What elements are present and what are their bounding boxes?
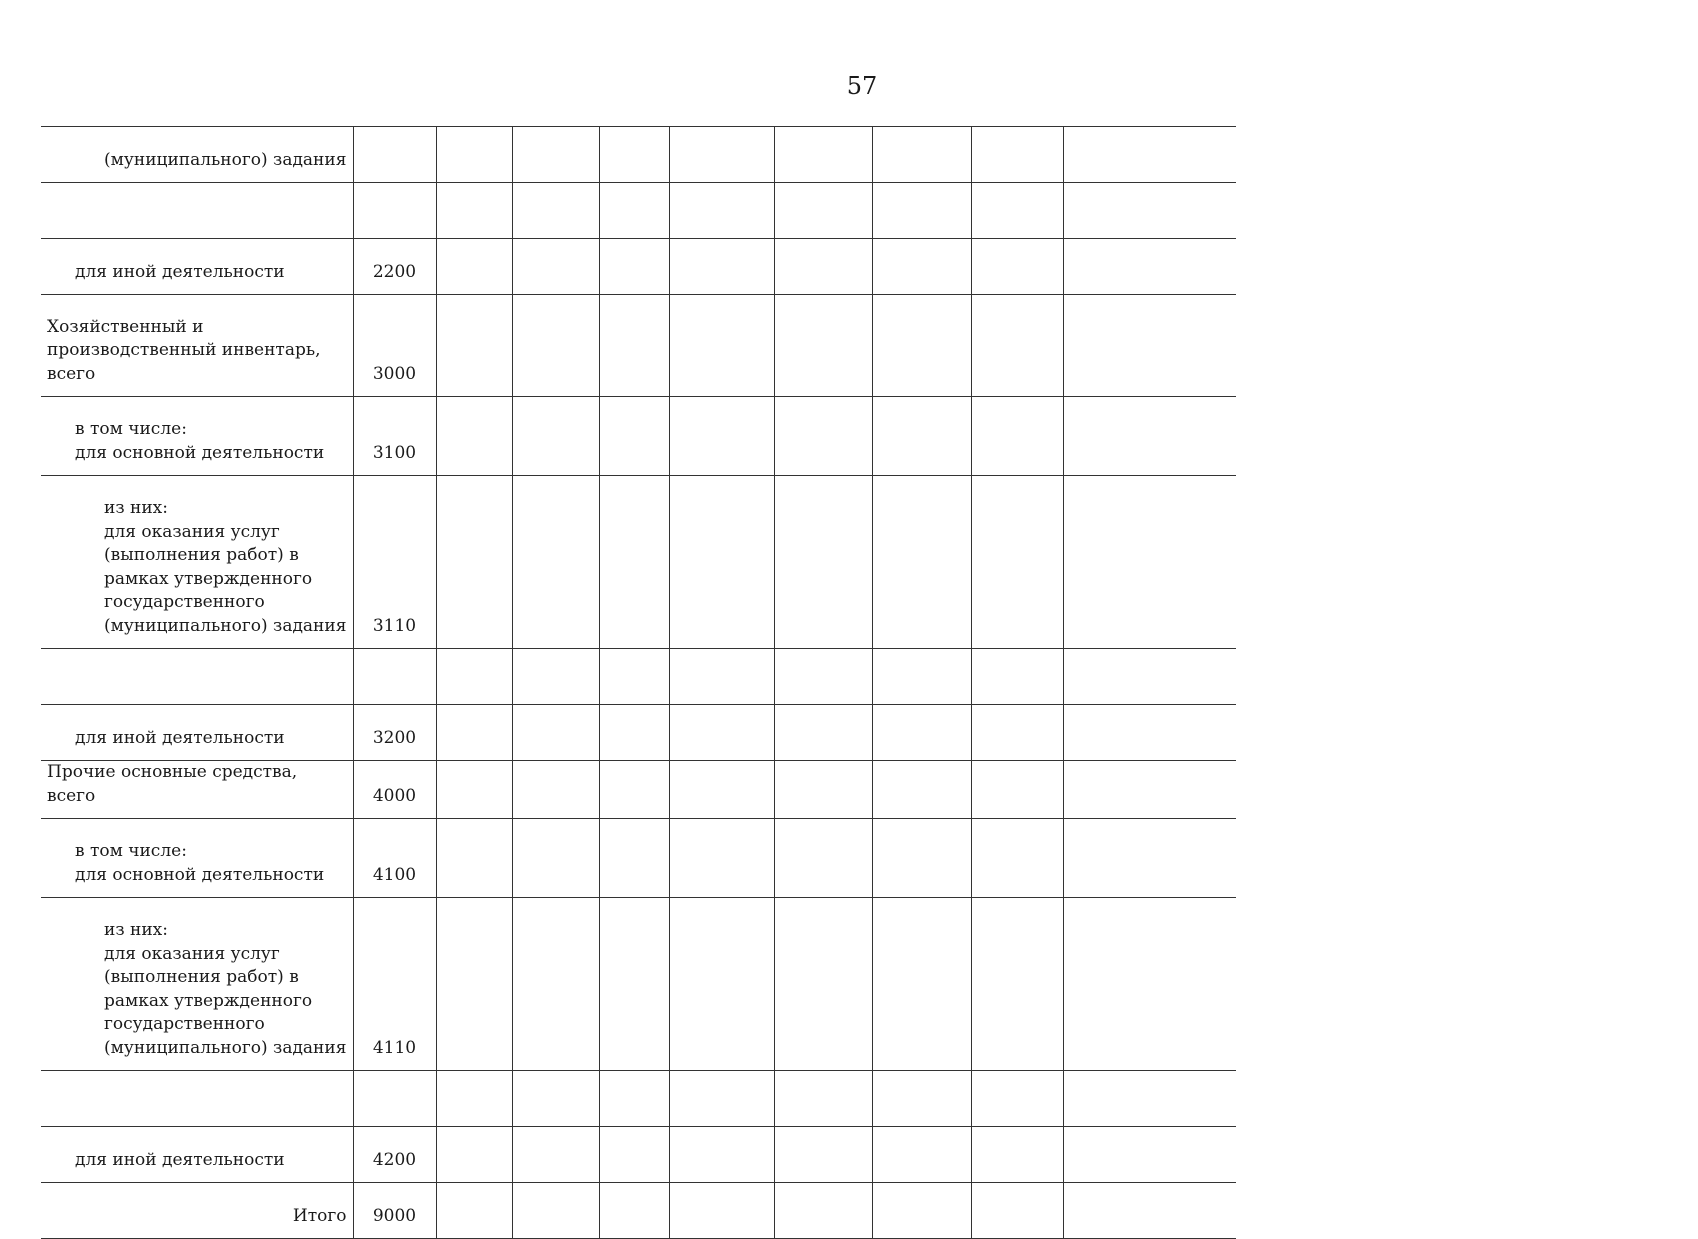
value-cell (599, 239, 669, 295)
row-label: для иной деятельности (41, 705, 353, 761)
value-cell (872, 295, 971, 397)
fixed-assets-table (41, 126, 1236, 1239)
value-cell (1063, 649, 1236, 705)
table-row (41, 239, 1236, 295)
value-cell (599, 127, 669, 183)
value-cell (774, 898, 872, 1071)
value-cell (599, 649, 669, 705)
value-cell (774, 819, 872, 898)
value-cell (436, 127, 512, 183)
value-cell (774, 239, 872, 295)
row-label (41, 649, 353, 705)
value-cell (436, 397, 512, 476)
value-cell (1063, 239, 1236, 295)
value-cell (436, 1127, 512, 1183)
value-cell (971, 295, 1063, 397)
value-cell (1063, 127, 1236, 183)
value-cell (669, 183, 774, 239)
table-row (41, 898, 1236, 1071)
row-label: в том числе: для основной деятельности (41, 397, 353, 476)
value-cell (774, 476, 872, 649)
value-cell (872, 898, 971, 1071)
value-cell (599, 705, 669, 761)
value-cell (436, 1183, 512, 1239)
table-row (41, 127, 1236, 183)
value-cell (1063, 295, 1236, 397)
value-cell (512, 1071, 599, 1127)
value-cell (774, 1183, 872, 1239)
value-cell (512, 898, 599, 1071)
value-cell (872, 1127, 971, 1183)
value-cell (872, 761, 971, 819)
value-cell (971, 649, 1063, 705)
table-row (41, 761, 1236, 819)
value-cell (669, 239, 774, 295)
value-cell (599, 1071, 669, 1127)
value-cell (774, 127, 872, 183)
value-cell (599, 819, 669, 898)
value-cell (512, 295, 599, 397)
value-cell (1063, 761, 1236, 819)
value-cell (512, 476, 599, 649)
row-code: 3200 (353, 705, 436, 761)
value-cell (669, 295, 774, 397)
value-cell (599, 761, 669, 819)
table-row (41, 397, 1236, 476)
table-row (41, 819, 1236, 898)
value-cell (436, 476, 512, 649)
row-code: 4100 (353, 819, 436, 898)
row-label (41, 1071, 353, 1127)
value-cell (872, 705, 971, 761)
table-row (41, 295, 1236, 397)
value-cell (436, 761, 512, 819)
value-cell (872, 397, 971, 476)
value-cell (872, 1183, 971, 1239)
value-cell (1063, 183, 1236, 239)
value-cell (1063, 1127, 1236, 1183)
value-cell (436, 1071, 512, 1127)
value-cell (971, 705, 1063, 761)
value-cell (774, 705, 872, 761)
row-label: из них: для оказания услуг (выполнения работ) в рамках утвержденного государственного (муниципального) задания (41, 898, 353, 1071)
row-code: 4110 (353, 898, 436, 1071)
value-cell (774, 761, 872, 819)
value-cell (669, 476, 774, 649)
value-cell (512, 183, 599, 239)
value-cell (669, 761, 774, 819)
value-cell (872, 649, 971, 705)
value-cell (669, 397, 774, 476)
value-cell (971, 1071, 1063, 1127)
value-cell (872, 183, 971, 239)
row-code: 3110 (353, 476, 436, 649)
value-cell (436, 649, 512, 705)
value-cell (436, 239, 512, 295)
value-cell (512, 239, 599, 295)
value-cell (1063, 705, 1236, 761)
value-cell (971, 898, 1063, 1071)
table-row (41, 183, 1236, 239)
table-row (41, 705, 1236, 761)
value-cell (774, 1127, 872, 1183)
value-cell (971, 397, 1063, 476)
value-cell (872, 127, 971, 183)
value-cell (774, 649, 872, 705)
table-row-total (41, 1183, 1236, 1239)
value-cell (774, 183, 872, 239)
row-label: Прочие основные средства, всего (41, 761, 353, 819)
row-code: 4200 (353, 1127, 436, 1183)
value-cell (774, 397, 872, 476)
value-cell (872, 1071, 971, 1127)
row-code: 9000 (353, 1183, 436, 1239)
value-cell (774, 1071, 872, 1127)
value-cell (971, 1127, 1063, 1183)
value-cell (669, 1071, 774, 1127)
value-cell (599, 1127, 669, 1183)
value-cell (599, 1183, 669, 1239)
table-row (41, 1071, 1236, 1127)
value-cell (512, 1183, 599, 1239)
value-cell (971, 476, 1063, 649)
value-cell (1063, 1071, 1236, 1127)
value-cell (599, 397, 669, 476)
value-cell (872, 819, 971, 898)
row-label: (муниципального) задания (41, 127, 353, 183)
row-code: 3100 (353, 397, 436, 476)
value-cell (971, 1183, 1063, 1239)
value-cell (512, 127, 599, 183)
value-cell (669, 127, 774, 183)
row-code (353, 1071, 436, 1127)
value-cell (669, 649, 774, 705)
value-cell (669, 705, 774, 761)
value-cell (436, 705, 512, 761)
row-code (353, 127, 436, 183)
value-cell (1063, 898, 1236, 1071)
value-cell (872, 476, 971, 649)
row-label: из них: для оказания услуг (выполнения работ) в рамках утвержденного государственного (муниципального) задания (41, 476, 353, 649)
value-cell (436, 898, 512, 1071)
row-label: для иной деятельности (41, 239, 353, 295)
row-code: 2200 (353, 239, 436, 295)
value-cell (774, 295, 872, 397)
value-cell (971, 127, 1063, 183)
value-cell (512, 1127, 599, 1183)
value-cell (436, 819, 512, 898)
value-cell (971, 183, 1063, 239)
value-cell (599, 295, 669, 397)
value-cell (971, 239, 1063, 295)
row-label: Хозяйственный и производственный инвентарь, всего (41, 295, 353, 397)
table-row (41, 1127, 1236, 1183)
row-code: 4000 (353, 761, 436, 819)
row-code: 3000 (353, 295, 436, 397)
value-cell (669, 819, 774, 898)
value-cell (599, 898, 669, 1071)
total-label: Итого (41, 1183, 353, 1239)
table-row (41, 476, 1236, 649)
value-cell (1063, 1183, 1236, 1239)
value-cell (669, 1127, 774, 1183)
value-cell (971, 761, 1063, 819)
value-cell (512, 819, 599, 898)
value-cell (436, 295, 512, 397)
value-cell (872, 239, 971, 295)
value-cell (1063, 397, 1236, 476)
row-label: для иной деятельности (41, 1127, 353, 1183)
value-cell (971, 819, 1063, 898)
value-cell (1063, 819, 1236, 898)
value-cell (436, 183, 512, 239)
value-cell (669, 898, 774, 1071)
value-cell (512, 705, 599, 761)
value-cell (669, 1183, 774, 1239)
table-row (41, 649, 1236, 705)
value-cell (1063, 476, 1236, 649)
value-cell (599, 476, 669, 649)
value-cell (512, 649, 599, 705)
value-cell (512, 397, 599, 476)
row-code (353, 649, 436, 705)
value-cell (599, 183, 669, 239)
page-number: 57 (846, 72, 878, 100)
row-code (353, 183, 436, 239)
value-cell (512, 761, 599, 819)
row-label: в том числе: для основной деятельности (41, 819, 353, 898)
row-label (41, 183, 353, 239)
